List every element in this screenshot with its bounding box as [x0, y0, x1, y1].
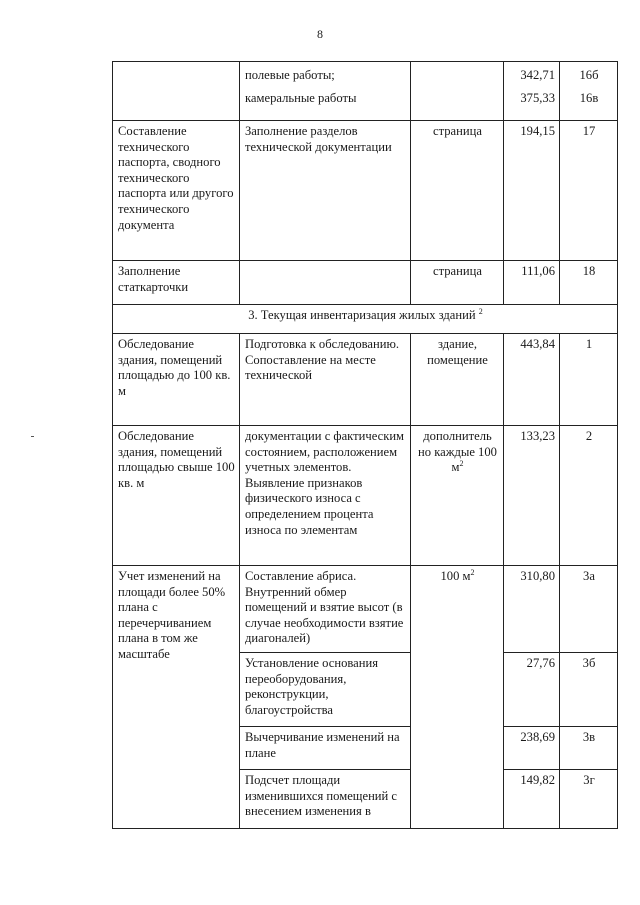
- table-cell-name: Учет изменений на площади более 50% плана с перечерчиванием плана в том же масштабе: [113, 566, 240, 829]
- table-cell-work: Вычерчивание изменений на плане: [240, 727, 411, 770]
- table-cell-price: 443,84: [504, 334, 560, 426]
- table-cell-price: 310,80: [504, 566, 560, 653]
- table-row: [113, 426, 618, 566]
- table-row: [113, 566, 618, 653]
- tariff-table: [112, 61, 618, 829]
- table-cell-work: Составление абриса. Внутренний обмер помещений и взятие высот (в случае необходимости взятие диагоналей): [240, 566, 411, 653]
- margin-mark: [31, 436, 34, 437]
- unit-text: 100 м: [440, 569, 471, 583]
- code-value: 16б: [579, 68, 599, 82]
- work-line: камеральные работы: [245, 91, 357, 105]
- table-cell-code: 3в: [560, 727, 618, 770]
- table-cell-work: Заполнение разделов технической документации: [240, 121, 411, 261]
- table-cell-name: Обследование здания, помещений площадью свыше 100 кв. м: [113, 426, 240, 566]
- code-value: 16в: [579, 91, 599, 105]
- table-cell-work: Подсчет площади изменившихся помещений с внесением изменения в: [240, 770, 411, 829]
- table-cell-unit: [411, 566, 504, 829]
- table-cell-name: Составление технического паспорта, сводного технического паспорта или другого технического документа: [113, 121, 240, 261]
- unit-superscript: 2: [459, 459, 464, 468]
- table-row: [113, 261, 618, 305]
- table-cell-unit: [411, 334, 504, 426]
- table-cell-work: [240, 261, 411, 305]
- table-cell-code: 3г: [560, 770, 618, 829]
- unit-text: дополнитель но каждые 100 м: [418, 429, 497, 475]
- table-cell-code: 3а: [560, 566, 618, 653]
- table-cell-code: 18: [560, 261, 618, 305]
- table-cell-price: 149,82: [504, 770, 560, 829]
- table-row: [113, 121, 618, 261]
- table-cell-name: Заполнение статкарточки: [113, 261, 240, 305]
- table-cell-price: 194,15: [504, 121, 560, 261]
- table-cell-price: 238,69: [504, 727, 560, 770]
- table-cell-work: Подготовка к обследованию. Сопоставление на месте технической: [240, 334, 411, 426]
- table-cell-code: 1: [560, 334, 618, 426]
- table-cell-work: Установление основания переоборудования, реконструкции, благоустройства: [240, 653, 411, 727]
- table-cell-name: [113, 62, 240, 121]
- table-row: [113, 334, 618, 426]
- table-cell-unit: страница: [411, 261, 504, 305]
- table-cell-price: [504, 62, 560, 121]
- table-cell-price: 111,06: [504, 261, 560, 305]
- table-cell-code: 17: [560, 121, 618, 261]
- table-cell-unit: [411, 62, 504, 121]
- table-cell-unit: [411, 426, 504, 566]
- table-cell-unit: страница: [411, 121, 504, 261]
- section-title-text: 3. Текущая инвентаризация жилых зданий: [248, 308, 476, 322]
- table-cell-price: 27,76: [504, 653, 560, 727]
- section-header-row: [113, 305, 618, 334]
- table-cell-code: [560, 62, 618, 121]
- table-cell-price: 133,23: [504, 426, 560, 566]
- work-line: полевые работы;: [245, 68, 335, 82]
- footnote-mark: 2: [478, 306, 483, 316]
- section-title: [113, 305, 618, 334]
- table-row: [113, 62, 618, 121]
- price-value: 342,71: [520, 68, 555, 82]
- price-value: 375,33: [520, 91, 555, 105]
- unit-superscript: 2: [470, 567, 475, 577]
- page-number: 8: [317, 27, 323, 41]
- unit-text: здание, помещение: [427, 337, 488, 367]
- table-cell-code: 3б: [560, 653, 618, 727]
- table-cell-name: Обследование здания, помещений площадью до 100 кв. м: [113, 334, 240, 426]
- table-cell-work: документации с фактическим состоянием, расположением учетных элементов. Выявление признаков физического износа с определением процента износа по элементам: [240, 426, 411, 566]
- table-cell-work: [240, 62, 411, 121]
- table-cell-code: 2: [560, 426, 618, 566]
